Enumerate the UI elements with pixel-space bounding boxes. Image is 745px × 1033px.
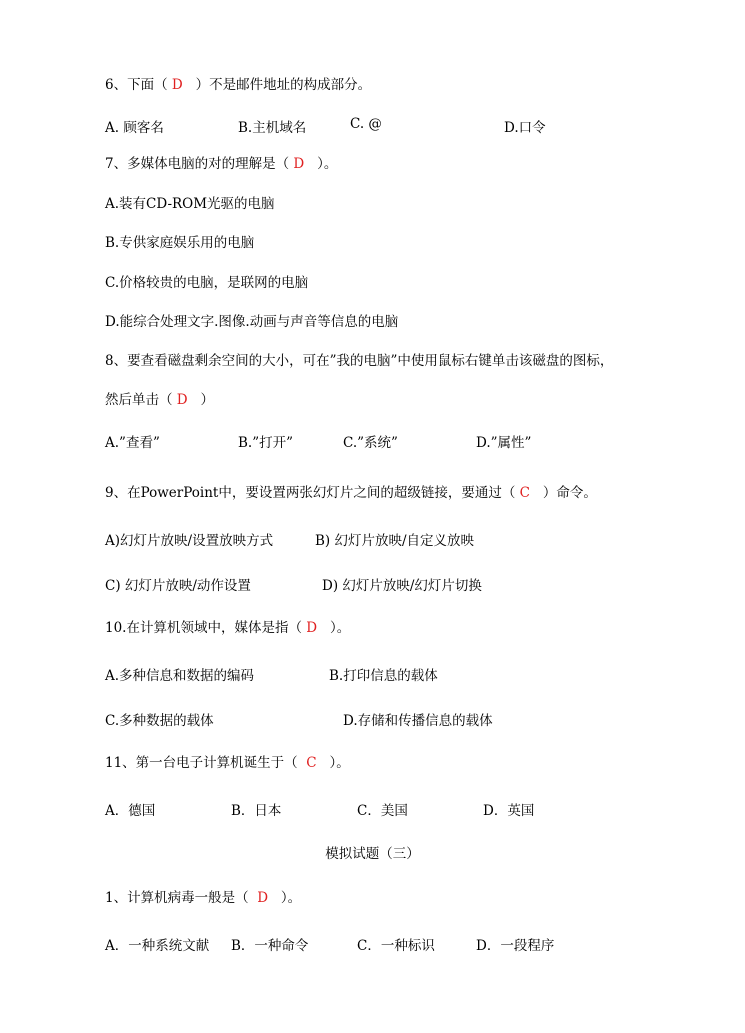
option-c: C．美国 bbox=[357, 803, 408, 819]
option-b: B.主机域名 bbox=[238, 120, 307, 136]
option-c: C.价格较贵的电脑，是联网的电脑 bbox=[105, 275, 309, 291]
option-b: B) 幻灯片放映/自定义放映 bbox=[315, 533, 475, 549]
option-a: A．德国 bbox=[105, 803, 156, 819]
option-a: A．一种系统文献 bbox=[105, 938, 210, 954]
answer-mark: D bbox=[306, 620, 318, 636]
stem-text: ）命令。 bbox=[542, 485, 597, 501]
stem-text: 1、计算机病毒一般是（ bbox=[105, 890, 249, 906]
question-7-stem bbox=[105, 155, 337, 173]
stem-text: ）。 bbox=[317, 156, 338, 172]
option-d: D．一段程序 bbox=[476, 938, 555, 954]
stem-text: ）。 bbox=[280, 890, 302, 906]
answer-mark: D bbox=[257, 890, 269, 906]
option-b: B.”打开” bbox=[238, 435, 294, 451]
answer-mark: D bbox=[293, 156, 305, 172]
option-d: D) 幻灯片放映/幻灯片切换 bbox=[322, 578, 482, 594]
stem-text: 11、第一台电子计算机诞生于（ bbox=[105, 755, 298, 771]
stem-text: ）。 bbox=[329, 620, 351, 636]
option-a: A.多种信息和数据的编码 bbox=[105, 668, 255, 684]
question-8-stem-line1: 8、要查看磁盘剩余空间的大小，可在”我的电脑”中使用鼠标右键单击该磁盘的图标， bbox=[105, 353, 614, 369]
section3-question-1-stem bbox=[105, 889, 301, 907]
answer-mark: D bbox=[176, 392, 188, 408]
option-c: C．一种标识 bbox=[357, 938, 435, 954]
stem-text: 10.在计算机领域中，媒体是指（ bbox=[105, 620, 302, 636]
question-9-stem bbox=[105, 484, 597, 502]
stem-text: ）。 bbox=[329, 755, 350, 771]
option-b: B．日本 bbox=[231, 803, 282, 819]
option-d: D．英国 bbox=[483, 803, 535, 819]
stem-text: 6、下面（ bbox=[105, 77, 168, 93]
stem-text: ）不是邮件地址的构成部分。 bbox=[195, 77, 372, 93]
option-b: B.打印信息的载体 bbox=[329, 668, 438, 684]
section-title: 模拟试题（三） bbox=[325, 846, 420, 862]
option-a: A.”查看” bbox=[105, 435, 160, 451]
option-b: B．一种命令 bbox=[231, 938, 309, 954]
option-d: D.存储和传播信息的载体 bbox=[343, 713, 493, 729]
option-c: C.多种数据的载体 bbox=[105, 713, 214, 729]
stem-text: ） bbox=[200, 392, 214, 408]
option-c: C.”系统” bbox=[343, 435, 398, 451]
answer-mark: C bbox=[306, 755, 317, 771]
option-d: D.”属性” bbox=[476, 435, 532, 451]
option-b: B.专供家庭娱乐用的电脑 bbox=[105, 235, 255, 251]
question-11-stem bbox=[105, 754, 350, 772]
option-c: C) 幻灯片放映/动作设置 bbox=[105, 578, 251, 594]
question-8-stem-line2 bbox=[105, 391, 214, 409]
question-10-stem bbox=[105, 619, 350, 637]
question-6-stem bbox=[105, 76, 371, 94]
option-d: D.能综合处理文字.图像.动画与声音等信息的电脑 bbox=[105, 314, 399, 330]
option-a: A)幻灯片放映/设置放映方式 bbox=[105, 533, 274, 549]
stem-text: 9、在PowerPoint中，要设置两张幻灯片之间的超级链接，要通过（ bbox=[105, 485, 516, 501]
stem-text: 7、多媒体电脑的对的理解是（ bbox=[105, 156, 290, 172]
stem-text: 然后单击（ bbox=[105, 392, 173, 408]
option-d: D.口令 bbox=[504, 120, 546, 136]
option-a: A. 顾客名 bbox=[105, 120, 164, 136]
option-a: A.装有CD-ROM光驱的电脑 bbox=[105, 196, 275, 212]
option-c: C. @ bbox=[350, 116, 382, 132]
answer-mark: D bbox=[171, 77, 183, 93]
answer-mark: C bbox=[519, 485, 530, 501]
